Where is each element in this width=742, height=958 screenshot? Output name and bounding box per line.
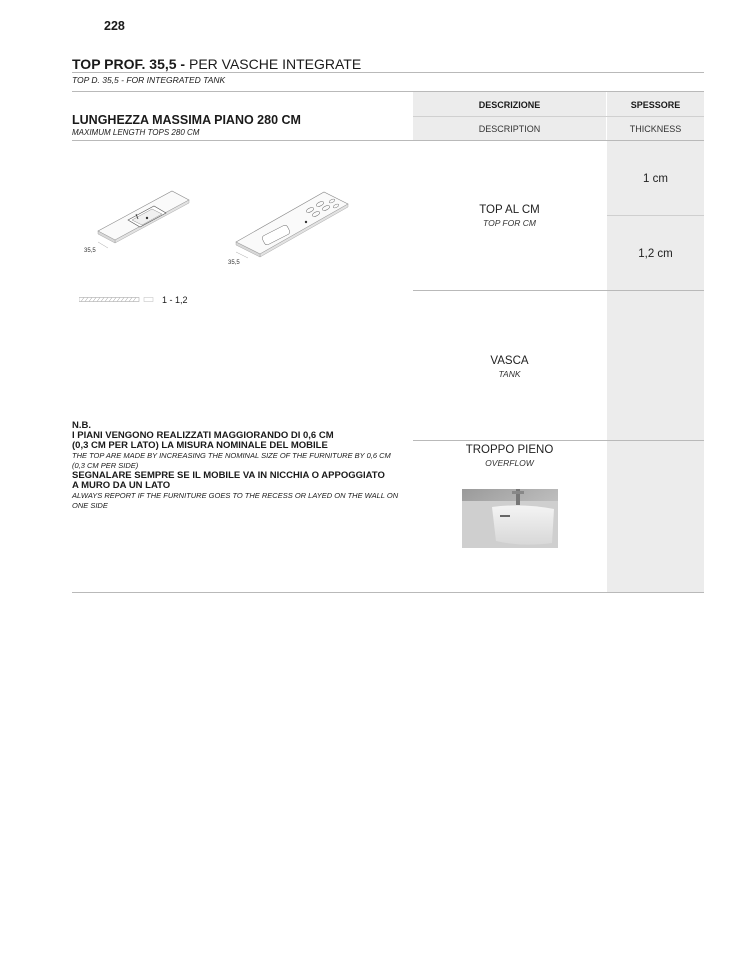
col-description-en: DESCRIPTION xyxy=(478,124,541,134)
max-length-title: LUNGHEZZA MASSIMA PIANO 280 CM xyxy=(72,113,301,127)
hatch-legend-icon xyxy=(79,297,155,303)
section-title-bold: TOP PROF. 35,5 - xyxy=(72,56,186,72)
thickness-value-2: 1,2 cm xyxy=(638,248,673,260)
section-title xyxy=(72,56,361,72)
note-line-7: ALWAYS REPORT IF THE FURNITURE GOES TO THE RECESS OR LAYED ON THE WALL ON xyxy=(72,491,399,500)
section-subtitle: TOP D. 35,5 - FOR INTEGRATED TANK xyxy=(72,75,226,85)
legend-label: 1 - 1,2 xyxy=(162,295,188,305)
col-thickness-it: SPESSORE xyxy=(630,100,681,110)
top-drawing-single-basin xyxy=(78,186,198,264)
max-length-subtitle: MAXIMUM LENGTH TOPS 280 CM xyxy=(72,128,200,137)
row-divider-2 xyxy=(413,440,704,441)
nb-label: N.B. xyxy=(72,420,91,431)
note-line-1: I PIANI VENGONO REALIZZATI MAGGIORANDO DI 0,6 CM xyxy=(72,430,334,441)
row-top-sublabel: TOP FOR CM xyxy=(483,218,536,228)
dim-label-left: 35,5 xyxy=(84,248,96,254)
page-number: 228 xyxy=(104,19,125,33)
dim-label-right: 35,5 xyxy=(228,260,240,266)
notes-block xyxy=(72,421,412,511)
row-tank-label: VASCA xyxy=(490,355,529,367)
note-line-8: ONE SIDE xyxy=(72,501,108,510)
note-line-2: (0,3 CM PER LATO) LA MISURA NOMINALE DEL MOBILE xyxy=(72,440,328,451)
note-line-5: SEGNALARE SEMPRE SE IL MOBILE VA IN NICCHIA O APPOGGIATO xyxy=(72,470,385,481)
col-description-it: DESCRIZIONE xyxy=(478,100,541,110)
overflow-photo xyxy=(462,489,558,548)
row-divider-1 xyxy=(413,290,704,291)
row-overflow-label: TROPPO PIENO xyxy=(465,444,554,456)
note-line-4: (0,3 CM PER SIDE) xyxy=(72,461,139,470)
row-tank-sublabel: TANK xyxy=(498,369,521,379)
note-line-6: A MURO DA UN LATO xyxy=(72,480,171,491)
row-overflow-sublabel: OVERFLOW xyxy=(485,458,534,468)
top-drawing-double-basin xyxy=(226,186,354,270)
thickness-divider xyxy=(607,215,704,216)
thickness-column xyxy=(607,92,704,592)
col-thickness-en: THICKNESS xyxy=(629,124,682,134)
thickness-value-1: 1 cm xyxy=(643,173,668,185)
row-top-label: TOP AL CM xyxy=(479,204,540,216)
section-title-regular: PER VASCHE INTEGRATE xyxy=(185,56,362,72)
header-bottom-divider xyxy=(72,140,704,141)
header-mid-divider xyxy=(413,116,704,117)
note-line-3: THE TOP ARE MADE BY INCREASING THE NOMINAL SIZE OF THE FURNITURE BY 0,6 CM xyxy=(72,451,391,460)
table-bottom-divider xyxy=(72,592,704,593)
title-divider xyxy=(72,72,704,73)
